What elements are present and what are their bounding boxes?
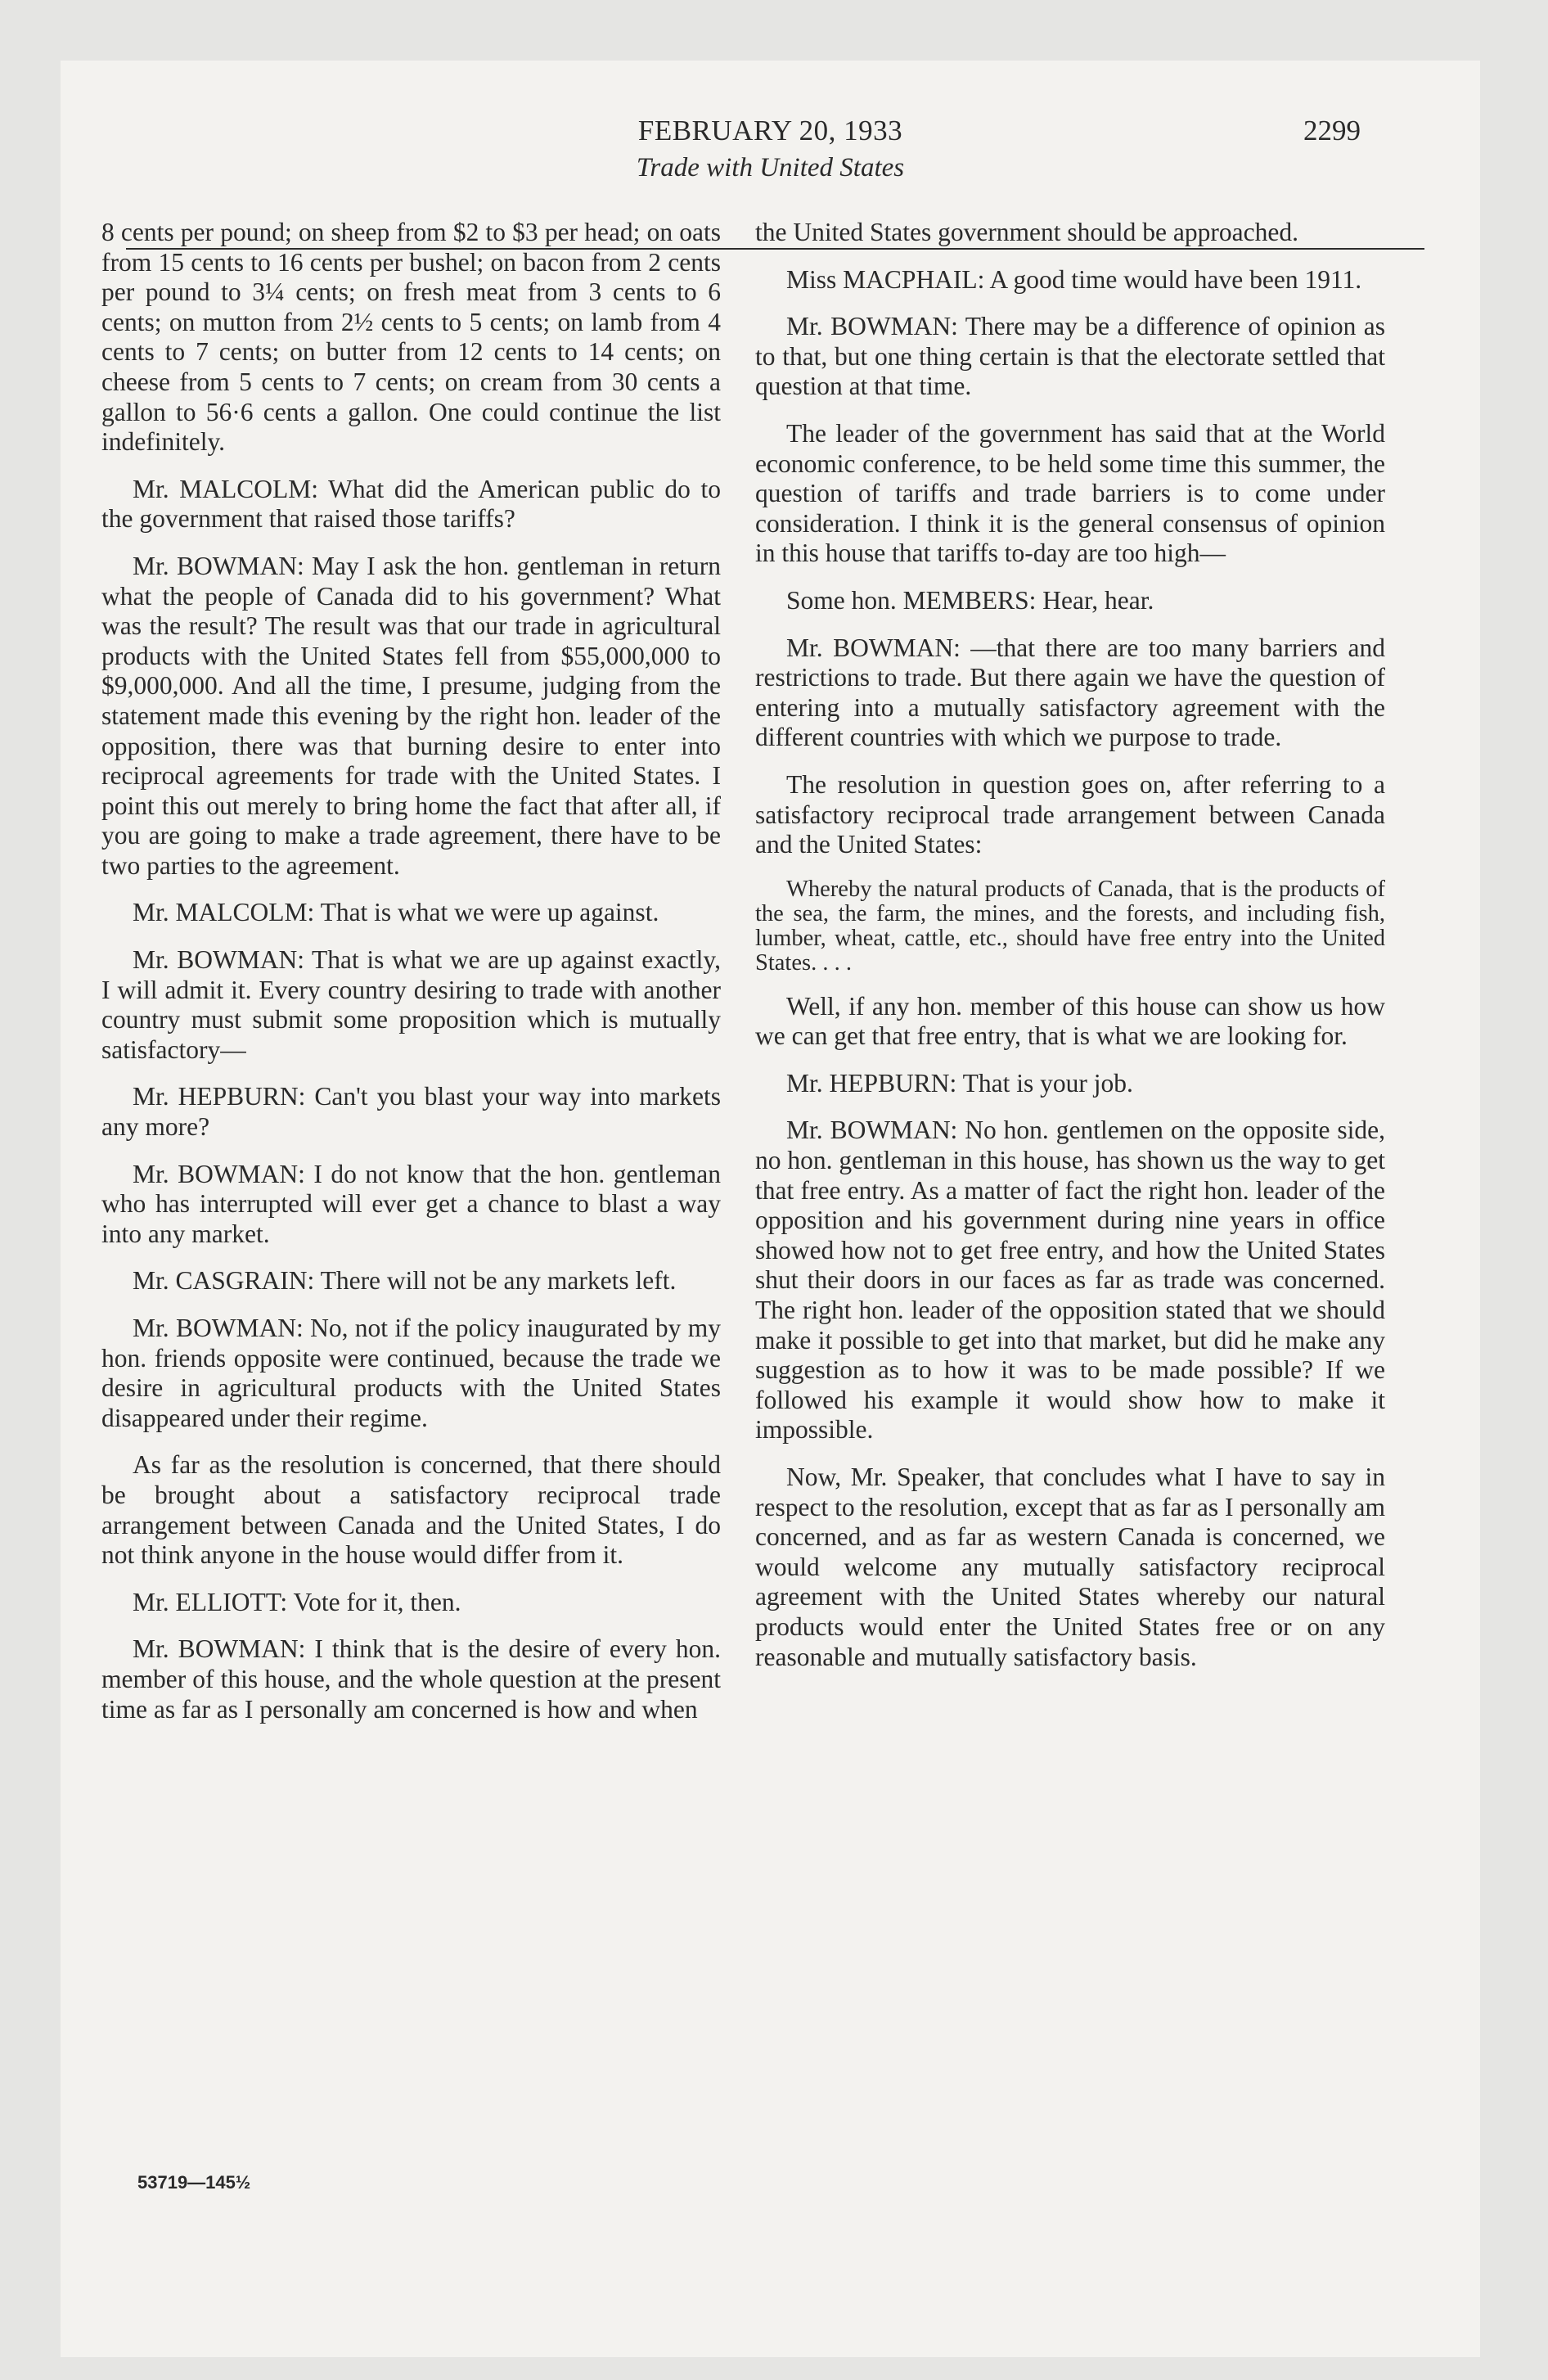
paragraph: Mr. HEPBURN: That is your job. [786, 1068, 1133, 1098]
paragraph: 8 cents per pound; on sheep from $2 to $3 per head; on oats from 15 cents to 16 cents per bushel; on bacon from 2 cents per pound to 3¼ cents; on fresh meat from 3 cents to 6 cents; on mutton from 2½ cents to 5 cents; on lamb from 4 cents to 7 cents; on butter from 12 cents to 14 cents; on cheese from 5 cents to 7 cents; on cream from 30 cents a gallon to 56·6 cents a gallon. One could continue the list indefinitely. [101, 218, 721, 457]
paragraph: Now, Mr. Speaker, that concludes what I have to say in respect to the resolution, except that as far as I personally am concerned, and as far as western Canada is concerned, we would welcome any mutually satisfactory reciprocal agreement with the United States whereby our natural products would enter the United States free or on any reasonable and mutually satisfactory basis. [755, 1463, 1385, 1671]
paragraph: Whereby the natural products of Canada, that is the products of the sea, the farm, the mines, and the forests, and including fish, lumber, wheat, cattle, etc., should have free entry into the United States. . . . [755, 876, 1385, 976]
left-column [101, 218, 721, 1742]
paragraph: Mr. HEPBURN: Can't you blast your way into markets any more? [101, 1082, 721, 1142]
scanned-page [61, 61, 1480, 2357]
running-head-date: FEBRUARY 20, 1933 [637, 115, 903, 146]
paragraph: Well, if any hon. member of this house can show us how we can get that free entry, that is what we are looking for. [755, 991, 1385, 1051]
paragraph: Some hon. MEMBERS: Hear, hear. [786, 585, 1154, 615]
paragraph: Miss MACPHAIL: A good time would have been 1911. [786, 264, 1362, 294]
page-number: 2299 [1303, 115, 1361, 146]
paragraph: Mr. MALCOLM: That is what we were up against. [133, 898, 659, 927]
paragraph: As far as the resolution is concerned, that there should be brought about a satisfactory reciprocal trade arrangement between Canada and the United States, I do not think anyone in the house would differ from it. [101, 1450, 721, 1570]
paragraph: Mr. BOWMAN: I think that is the desire of every hon. member of this house, and the whole question at the present time as far as I personally am concerned is how and when [101, 1634, 721, 1724]
right-column [755, 218, 1385, 1689]
paragraph: the United States government should be approached. [755, 218, 1298, 246]
paragraph: The resolution in question goes on, after referring to a satisfactory reciprocal trade arrangement between Canada and the United States: [755, 769, 1385, 859]
paragraph: The leader of the government has said that at the World economic conference, to be held some time this summer, the question of tariffs and trade barriers is to come under consideration. I think it is the general consensus of opinion in this house that tariffs to-day are too high— [755, 418, 1385, 568]
paragraph: Mr. BOWMAN: I do not know that the hon. gentleman who has interrupted will ever get a chance to blast a way into any market. [101, 1159, 721, 1248]
paragraph: Mr. BOWMAN: No hon. gentlemen on the opposite side, no hon. gentleman in this house, has shown us the way to get that free entry. As a matter of fact the right hon. leader of the opposition and his government during nine years in office showed how not to get free entry, and how the United States shut their doors in our faces as far as trade was concerned. The right hon. leader of the opposition stated that we should make it possible to get into that market, but did he make any suggestion as to how it was to be made possible? If we followed his example it would show how to make it impossible. [755, 1116, 1385, 1445]
paragraph: Mr. CASGRAIN: There will not be any markets left. [133, 1266, 677, 1296]
paragraph: Mr. BOWMAN: May I ask the hon. gentleman in return what the people of Canada did to his government? What was the result? The result was that our trade in agricultural products with the United States fell from $55,000,000 to $9,000,000. And all the time, I presume, judging from the statement made this evening by the right hon. leader of the opposition, there was that burning desire to enter into reciprocal agreements for trade with the United States. I point this out merely to bring home the fact that after all, if you are going to make a trade agreement, there have to be two parties to the agreement. [101, 551, 721, 880]
page-header [61, 115, 1480, 205]
paragraph: Mr. BOWMAN: There may be a difference of opinion as to that, but one thing certain is that the electorate settled that question at that time. [755, 312, 1385, 401]
running-head-subject: Trade with United States [636, 153, 905, 183]
paragraph: Mr. BOWMAN: No, not if the policy inaugurated by my hon. friends opposite were continued, because the trade we desire in agricultural products with the United States disappeared under their regime. [101, 1314, 721, 1432]
printer-signature: 53719—145½ [137, 2172, 251, 2193]
paragraph: Mr. BOWMAN: —that there are too many barriers and restrictions to trade. But there again we have the question of entering into a mutually satisfactory agreement with the different countries with which we purpose to trade. [755, 633, 1385, 752]
paragraph: Mr. MALCOLM: What did the American public do to the government that raised those tariffs? [101, 474, 721, 534]
paragraph: Mr. ELLIOTT: Vote for it, then. [133, 1587, 461, 1616]
paragraph: Mr. BOWMAN: That is what we are up against exactly, I will admit it. Every country desiring to trade with another country must submit some proposition which is mutually satisfactory— [101, 945, 721, 1064]
